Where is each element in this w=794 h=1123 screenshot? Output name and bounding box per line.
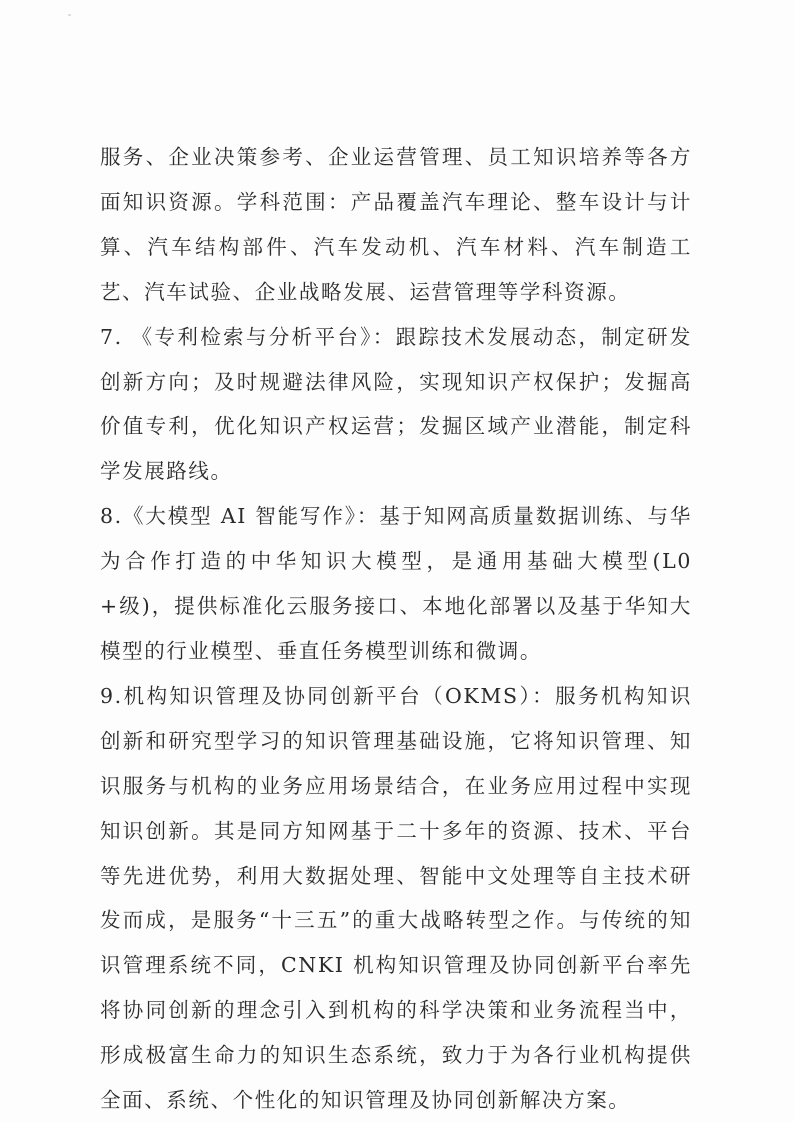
paragraph-patent-platform: 7. 《专利检索与分析平台》：跟踪技术发展动态，制定研发创新方向；及时规避法律风险，实现知识产权保护；发掘高价值专利，优化知识产权运营；发掘区域产业潜能，制定科学发展路线。 — [100, 324, 692, 484]
paragraph-ai-writing: 8.《大模型 AI 智能写作》：基于知网高质量数据训练、与华为合作打造的中华知识大模型，是通用基础大模型(L0+级)，提供标准化云服务接口、本地化部署以及基于华知大模型的行业模型、垂直任务模型训练和微调。 — [100, 504, 692, 663]
body-text — [100, 135, 692, 1123]
paragraph-okms: 9.机构知识管理及协同创新平台（OKMS）：服务机构知识创新和研究型学习的知识管理基础设施，它将知识管理、知识服务与机构的业务应用场景结合，在业务应用过程中实现知识创新。其是同方知网基于二十多年的资源、技术、平台等先进优势，利用大数据处理、智能中文处理等自主技术研发而成，是服务“十三五”的重大战略转型之作。与传统的知识管理系统不同，CNKI 机构知识管理及协同创新平台率先将协同创新的理念引入到机构的科学决策和业务流程当中，形成极富生命力的知识生态系统，致力于为各行业机构提供全面、系统、个性化的知识管理及协同创新解决方案。 — [100, 683, 692, 1113]
paragraph-vehicle-resources: 服务、企业决策参考、企业运营管理、员工知识培养等各方面知识资源。学科范围：产品覆盖汽车理论、整车设计与计算、汽车结构部件、汽车发动机、汽车材料、汽车制造工艺、汽车试验、企业战略发展、运营管理等学科资源。 — [100, 145, 692, 304]
scan-speck — [68, 14, 71, 16]
